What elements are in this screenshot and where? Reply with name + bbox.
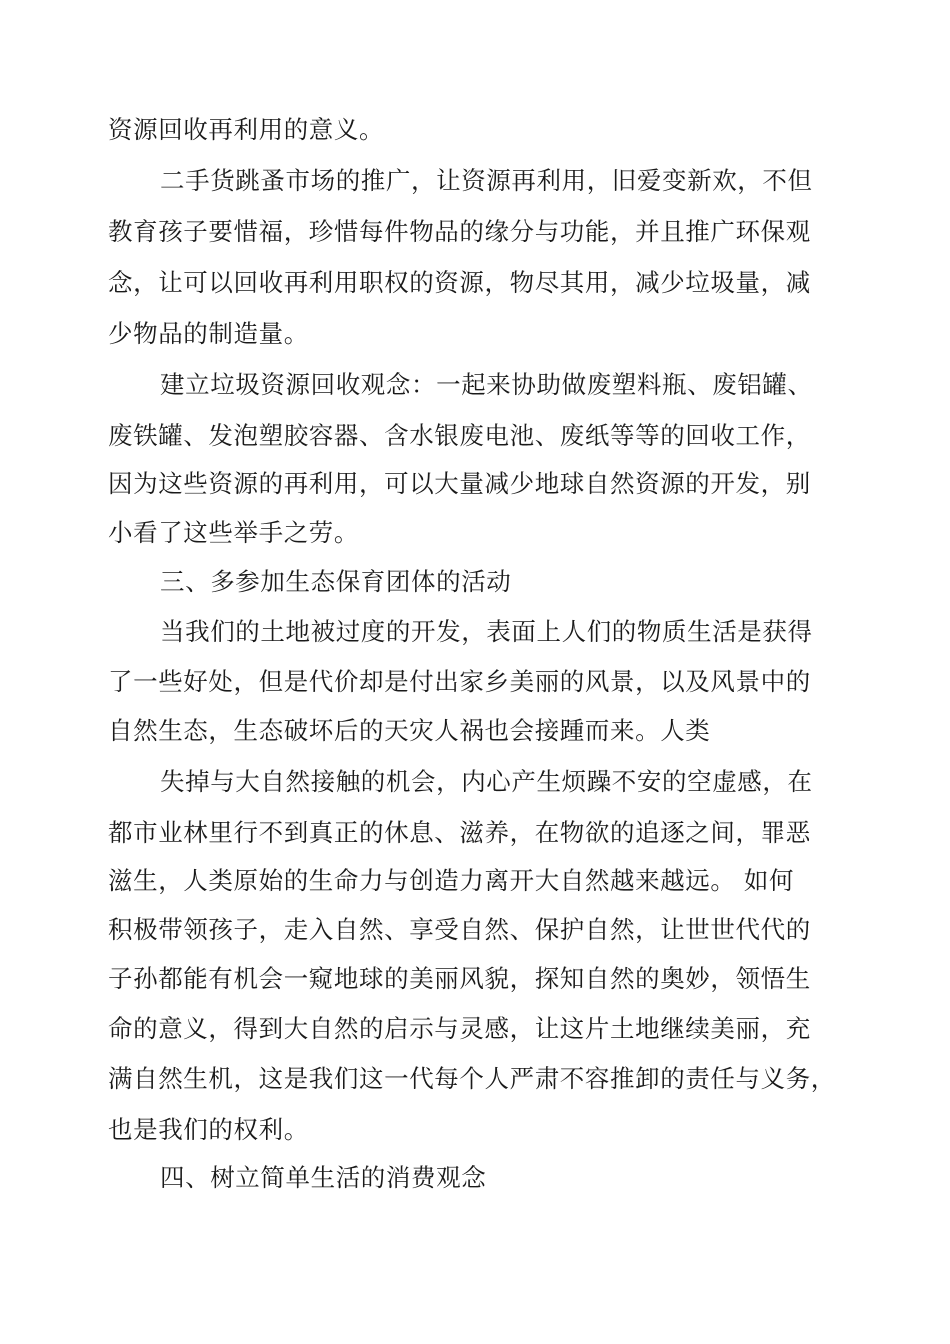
section-heading: 三、多参加生态保育团体的活动 [160, 567, 512, 596]
text-line: 自然生态，生态破坏后的天灾人祸也会接踵而来。人类 [108, 716, 711, 745]
text-line: 也是我们的权利。 [108, 1115, 309, 1144]
text-line: 满自然生机，这是我们这一代每个人严肃不容推卸的责任与义务， [108, 1064, 836, 1093]
text-line: 因为这些资源的再利用，可以大量减少地球自然资源的开发，别 [108, 469, 811, 498]
text-line: 子孙都能有机会一窥地球的美丽风貌，探知自然的奥妙，领悟生 [108, 964, 811, 993]
paragraph-first-line: 失掉与大自然接触的机会，内心产生烦躁不安的空虚感，在 [160, 767, 813, 796]
text-line: 了一些好处，但是代价却是付出家乡美丽的风景，以及风景中的 [108, 667, 811, 696]
text-line: 小看了这些举手之劳。 [108, 518, 359, 547]
text-line: 教育孩子要惜福，珍惜每件物品的缘分与功能，并且推广环保观 [108, 217, 811, 246]
paragraph-first-line: 二手货跳蚤市场的推广，让资源再利用，旧爱变新欢，不但 [160, 166, 813, 195]
section-heading: 四、树立简单生活的消费观念 [160, 1163, 487, 1192]
text-line: 命的意义，得到大自然的启示与灵感，让这片土地继续美丽，充 [108, 1014, 811, 1043]
text-line: 滋生，人类原始的生命力与创造力离开大自然越来越远。 如何 [108, 866, 795, 895]
text-line: 念，让可以回收再利用职权的资源，物尽其用，减少垃圾量，减 [108, 268, 811, 297]
text-line: 少物品的制造量。 [108, 319, 309, 348]
text-line: 都市业林里行不到真正的休息、滋养，在物欲的追逐之间，罪恶 [108, 818, 811, 847]
text-line: 资源回收再利用的意义。 [108, 115, 385, 144]
paragraph-first-line: 当我们的土地被过度的开发，表面上人们的物质生活是获得 [160, 617, 813, 646]
paragraph-first-line: 建立垃圾资源回收观念：一起来协助做废塑料瓶、废铝罐、 [160, 370, 813, 399]
text-line: 废铁罐、发泡塑胶容器、含水银废电池、废纸等等的回收工作， [108, 421, 811, 450]
text-line: 积极带领孩子，走入自然、享受自然、保护自然，让世世代代的 [108, 915, 811, 944]
